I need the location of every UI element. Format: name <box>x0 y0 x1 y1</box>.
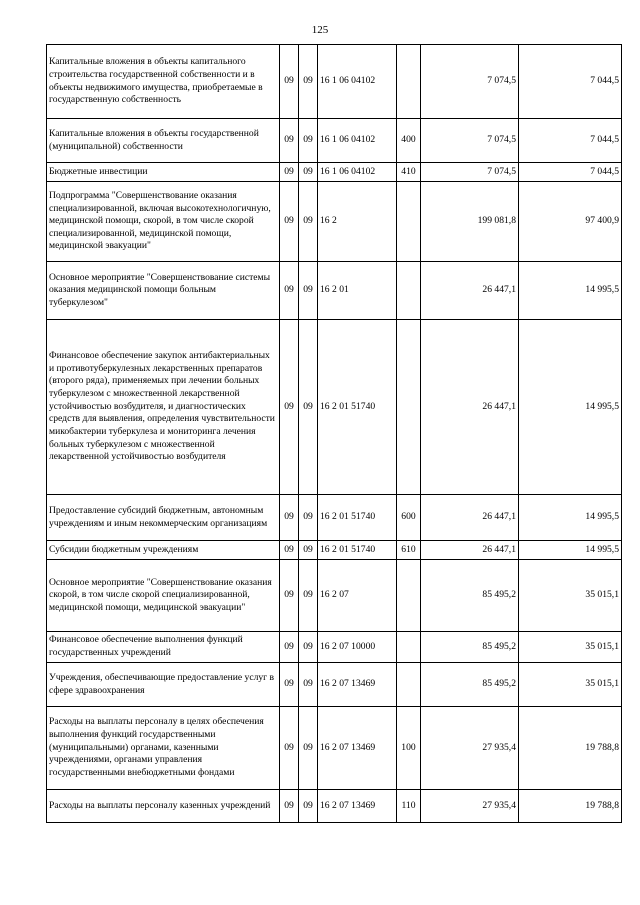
row-subsection: 09 <box>299 182 318 262</box>
table-row <box>47 320 622 495</box>
row-section: 09 <box>280 707 299 790</box>
row-name: Капитальные вложения в объекты капитального строительства государственной собственности и в объекты недвижимого имущества, приобретаемые в государственную собственность <box>47 45 280 119</box>
row-target-code: 16 2 07 13469 <box>318 790 397 823</box>
table-row <box>47 45 622 119</box>
row-target-code: 16 2 <box>318 182 397 262</box>
row-expense-type: 110 <box>397 790 421 823</box>
row-expense-type <box>397 182 421 262</box>
row-target-code: 16 2 01 51740 <box>318 495 397 541</box>
row-expense-type <box>397 560 421 632</box>
row-value-2: 97 400,9 <box>519 182 622 262</box>
row-name: Бюджетные инвестиции <box>47 163 280 182</box>
row-value-1: 7 074,5 <box>421 163 519 182</box>
row-subsection: 09 <box>299 790 318 823</box>
row-subsection: 09 <box>299 541 318 560</box>
row-subsection: 09 <box>299 45 318 119</box>
row-section: 09 <box>280 541 299 560</box>
row-target-code: 16 2 01 51740 <box>318 320 397 495</box>
row-value-2: 19 788,8 <box>519 790 622 823</box>
table-row <box>47 560 622 632</box>
row-name: Финансовое обеспечение закупок антибактериальных и противотуберкулезных лекарственных препаратов (второго ряда), применяемых при лечении больных туберкулезом с множественной лекарственной устойчивостью возбудителя, и диагностических средств для выявления, определения чувствительности микобактерии туберкулеза и мониторинга лечения больных туберкулезом с множественной лекарственной устойчивостью возбудителя <box>47 320 280 495</box>
row-target-code: 16 2 07 10000 <box>318 632 397 663</box>
row-expense-type: 400 <box>397 119 421 163</box>
row-expense-type <box>397 45 421 119</box>
row-value-2: 7 044,5 <box>519 119 622 163</box>
table-row <box>47 119 622 163</box>
row-section: 09 <box>280 182 299 262</box>
row-value-2: 35 015,1 <box>519 663 622 707</box>
row-section: 09 <box>280 560 299 632</box>
row-target-code: 16 1 06 04102 <box>318 163 397 182</box>
row-expense-type <box>397 663 421 707</box>
row-value-2: 14 995,5 <box>519 495 622 541</box>
table-row <box>47 790 622 823</box>
row-subsection: 09 <box>299 163 318 182</box>
row-subsection: 09 <box>299 560 318 632</box>
row-value-2: 35 015,1 <box>519 632 622 663</box>
row-section: 09 <box>280 632 299 663</box>
row-name: Расходы на выплаты персоналу казенных учреждений <box>47 790 280 823</box>
row-name: Подпрограмма "Совершенствование оказания специализированной, включая высокотехнологичную, медицинской помощи, скорой, в том числе скорой специализированной, медицинской помощи, медицинской эвакуации" <box>47 182 280 262</box>
row-expense-type <box>397 632 421 663</box>
row-subsection: 09 <box>299 707 318 790</box>
row-target-code: 16 2 07 13469 <box>318 707 397 790</box>
row-value-2: 14 995,5 <box>519 262 622 320</box>
row-section: 09 <box>280 45 299 119</box>
row-subsection: 09 <box>299 632 318 663</box>
row-name: Основное мероприятие "Совершенствование системы оказания медицинской помощи больным туберкулезом" <box>47 262 280 320</box>
row-expense-type: 100 <box>397 707 421 790</box>
row-section: 09 <box>280 790 299 823</box>
table-row <box>47 163 622 182</box>
row-value-1: 27 935,4 <box>421 790 519 823</box>
row-value-2: 7 044,5 <box>519 163 622 182</box>
row-expense-type: 410 <box>397 163 421 182</box>
row-subsection: 09 <box>299 262 318 320</box>
row-target-code: 16 2 07 <box>318 560 397 632</box>
row-value-1: 85 495,2 <box>421 663 519 707</box>
table-row <box>47 262 622 320</box>
row-expense-type: 610 <box>397 541 421 560</box>
row-value-1: 26 447,1 <box>421 495 519 541</box>
row-name: Предоставление субсидий бюджетным, автономным учреждениям и иным некоммерческим организациям <box>47 495 280 541</box>
row-value-1: 26 447,1 <box>421 541 519 560</box>
row-expense-type <box>397 262 421 320</box>
row-subsection: 09 <box>299 320 318 495</box>
table-row <box>47 632 622 663</box>
row-value-2: 14 995,5 <box>519 320 622 495</box>
row-value-2: 7 044,5 <box>519 45 622 119</box>
row-section: 09 <box>280 262 299 320</box>
row-value-2: 35 015,1 <box>519 560 622 632</box>
row-value-1: 26 447,1 <box>421 320 519 495</box>
row-section: 09 <box>280 320 299 495</box>
row-section: 09 <box>280 119 299 163</box>
row-section: 09 <box>280 495 299 541</box>
row-value-1: 27 935,4 <box>421 707 519 790</box>
budget-table <box>46 44 622 823</box>
row-value-1: 7 074,5 <box>421 45 519 119</box>
row-name: Учреждения, обеспечивающие предоставление услуг в сфере здравоохранения <box>47 663 280 707</box>
table-row <box>47 663 622 707</box>
row-subsection: 09 <box>299 663 318 707</box>
row-value-2: 19 788,8 <box>519 707 622 790</box>
table-row <box>47 182 622 262</box>
row-expense-type: 600 <box>397 495 421 541</box>
table-row <box>47 495 622 541</box>
row-section: 09 <box>280 163 299 182</box>
page-number: 125 <box>311 24 329 36</box>
row-section: 09 <box>280 663 299 707</box>
row-value-2: 14 995,5 <box>519 541 622 560</box>
row-expense-type <box>397 320 421 495</box>
row-value-1: 85 495,2 <box>421 560 519 632</box>
table-row <box>47 541 622 560</box>
row-target-code: 16 2 01 51740 <box>318 541 397 560</box>
row-target-code: 16 2 01 <box>318 262 397 320</box>
row-name: Субсидии бюджетным учреждениям <box>47 541 280 560</box>
row-name: Расходы на выплаты персоналу в целях обеспечения выполнения функций государственными (муниципальными) органами, казенными учреждениями, органами управления государственными внебюджетными фондами <box>47 707 280 790</box>
row-value-1: 7 074,5 <box>421 119 519 163</box>
row-value-1: 199 081,8 <box>421 182 519 262</box>
table-row <box>47 707 622 790</box>
row-target-code: 16 2 07 13469 <box>318 663 397 707</box>
row-target-code: 16 1 06 04102 <box>318 119 397 163</box>
row-subsection: 09 <box>299 119 318 163</box>
row-name: Основное мероприятие "Совершенствование оказания скорой, в том числе скорой специализированной, медицинской помощи, медицинской эвакуации" <box>47 560 280 632</box>
row-name: Финансовое обеспечение выполнения функций государственных учреждений <box>47 632 280 663</box>
row-target-code: 16 1 06 04102 <box>318 45 397 119</box>
row-name: Капитальные вложения в объекты государственной (муниципальной) собственности <box>47 119 280 163</box>
row-value-1: 85 495,2 <box>421 632 519 663</box>
row-subsection: 09 <box>299 495 318 541</box>
row-value-1: 26 447,1 <box>421 262 519 320</box>
